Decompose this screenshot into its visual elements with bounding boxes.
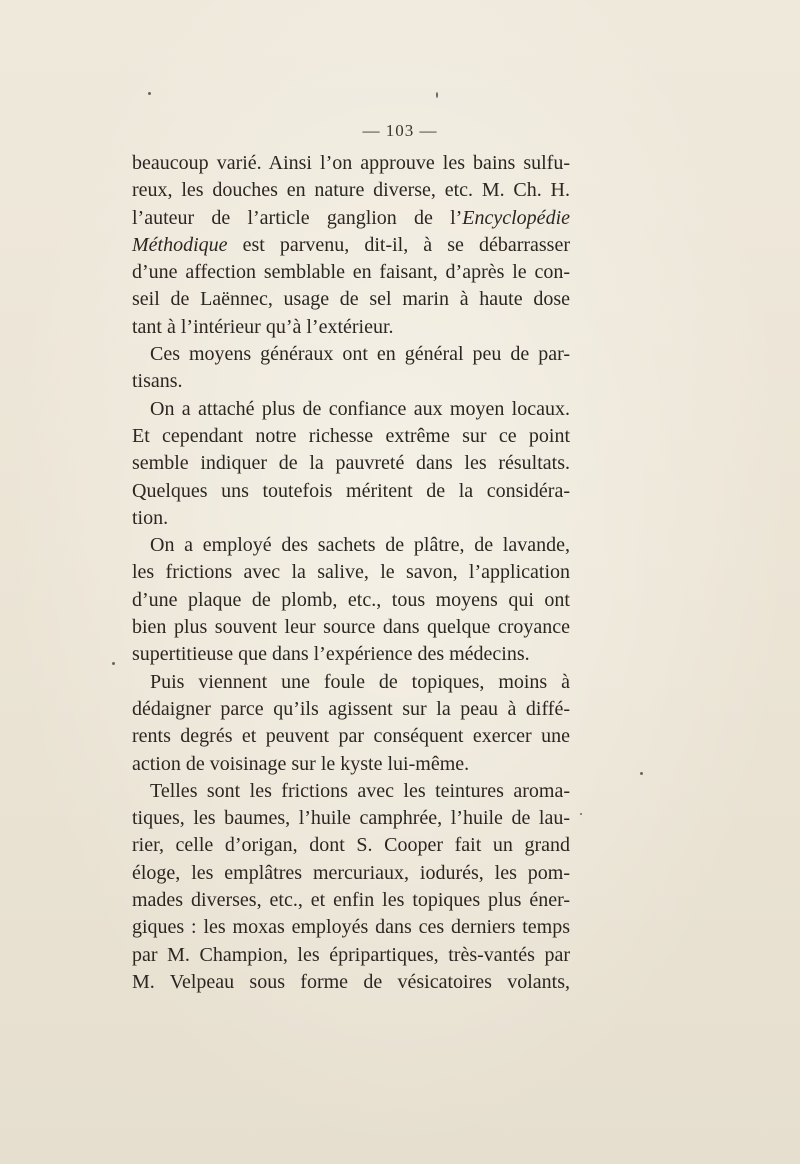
text-line: reux, les douches en nature diverse, etc. M. Ch. H.: [132, 179, 570, 202]
text-line: beaucoup varié. Ainsi l’on approuve les bains sulfu-: [132, 152, 570, 174]
text-line: Telles sont les frictions avec les teintures aroma-: [150, 779, 570, 802]
text-line: Quelques uns toutefois méritent de la considéra-: [132, 479, 570, 502]
italic-title: Encyclopédie: [462, 206, 570, 229]
text-line: par M. Champion, les épripartiques, très-vantés par: [132, 943, 570, 966]
body-text: [132, 150, 570, 996]
text-line: dédaigner parce qu’ils agissent sur la peau à diffé-: [132, 697, 570, 720]
text-line: tiques, les baumes, l’huile camphrée, l’huile de lau-: [132, 807, 570, 830]
text-line: d’une affection semblable en faisant, d’après le con-: [132, 261, 570, 284]
text-line: mades diverses, etc., et enfin les topiques plus éner-: [132, 889, 570, 912]
text-line: Puis viennent une foule de topiques, moins à: [150, 670, 570, 693]
paper-speck: [436, 92, 438, 98]
text-line: seil de Laënnec, usage de sel marin à haute dose: [132, 288, 570, 311]
paper-speck: [640, 772, 643, 775]
text-line: M. Velpeau sous forme de vésicatoires volants,: [132, 970, 570, 993]
text-line: bien plus souvent leur source dans quelque croyance: [132, 616, 570, 639]
text-line: On a employé des sachets de plâtre, de lavande,: [150, 534, 570, 557]
text-line: Ces moyens généraux ont en général peu de par-: [150, 343, 570, 366]
text-line: Et cependant notre richesse extrême sur ce point: [132, 424, 570, 447]
text-line: action de voisinage sur le kyste lui-même.: [132, 752, 470, 775]
text-line: giques : les moxas employés dans ces derniers temps: [132, 916, 570, 939]
text-line: supertitieuse que dans l’expérience des médecins.: [132, 643, 530, 666]
paper-speck: [112, 662, 115, 665]
text-line: l’auteur de l’article ganglion de l’Encyclopédie: [132, 206, 570, 229]
text-line: tant à l’intérieur qu’à l’extérieur.: [132, 315, 394, 338]
text-line: les frictions avec la salive, le savon, l’application: [132, 561, 570, 584]
text-line: Méthodique est parvenu, dit-il, à se débarrasser: [132, 233, 570, 256]
paper-speck: [580, 813, 582, 815]
text-line: rents degrés et peuvent par conséquent exercer une: [132, 725, 570, 748]
text-line: d’une plaque de plomb, etc., tous moyens qui ont: [132, 588, 570, 611]
text-line: semble indiquer de la pauvreté dans les résultats.: [132, 452, 570, 475]
text-line: On a attaché plus de confiance aux moyen locaux.: [150, 397, 570, 420]
text-line: tisans.: [132, 370, 183, 393]
paper-speck: [148, 92, 151, 95]
text-line: rier, celle d’origan, dont S. Cooper fait un grand: [132, 834, 570, 857]
page-number: — 103 —: [362, 121, 438, 140]
text-line: éloge, les emplâtres mercuriaux, iodurés, les pom-: [132, 861, 570, 884]
text-line: tion.: [132, 506, 169, 529]
italic-title: Méthodique: [132, 233, 228, 256]
